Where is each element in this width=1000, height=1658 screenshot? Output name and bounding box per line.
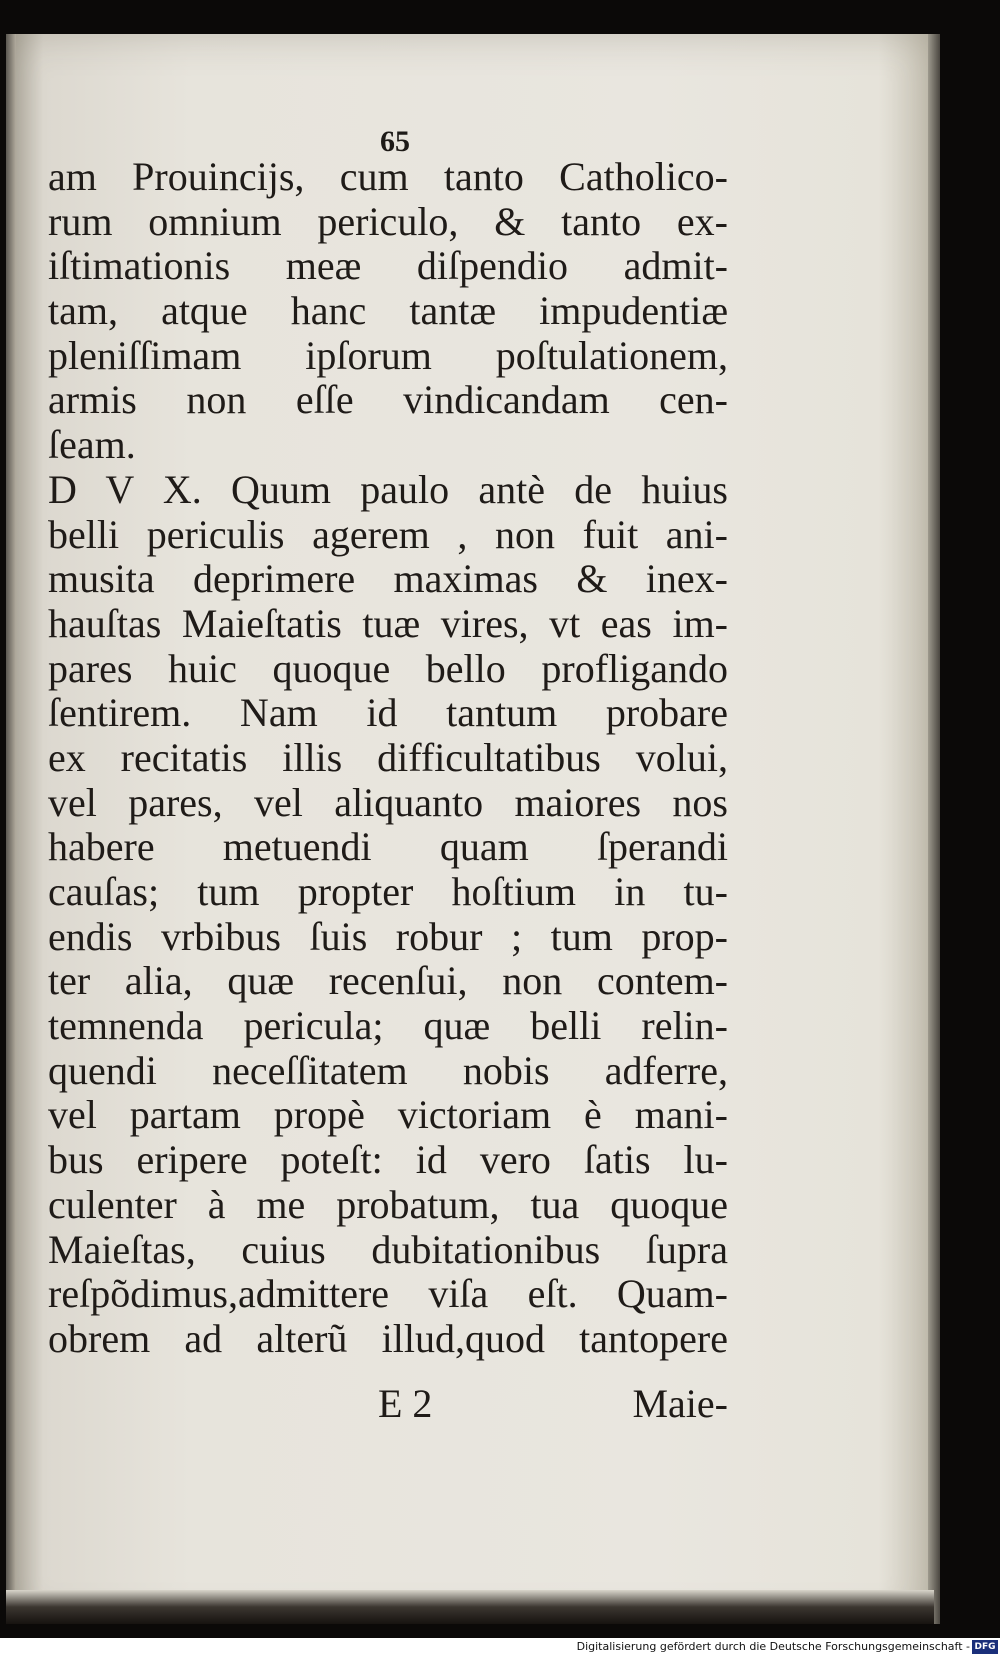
- text-line: reſpõdimus,admittere viſa eſt. Quam-: [48, 1271, 728, 1317]
- text-line: cauſas; tum propter hoſtium in tu-: [48, 869, 728, 914]
- body-text: [48, 155, 728, 1362]
- signature-mark: E 2: [378, 1381, 433, 1426]
- text-line: quendi neceſſitatem nobis adferre,: [48, 1047, 728, 1093]
- text-line: ter alia, quæ recenſui, non contem-: [48, 958, 728, 1004]
- text-line: vel pares, vel aliquanto maiores nos: [48, 779, 728, 825]
- text-line: musita deprimere maximas & inex-: [48, 556, 728, 602]
- text-line: habere metuendi quam ſperandi: [48, 824, 728, 870]
- page-right-edge: [928, 34, 940, 1624]
- text-line: pleniſſimam ipſorum poſtulationem,: [48, 332, 728, 378]
- page-bottom-edge: [6, 1590, 934, 1624]
- text-line: obrem ad alterũ illud,quod tantopere: [48, 1315, 728, 1361]
- text-line: ex recitatis illis difficultatibus volui,: [48, 734, 728, 780]
- dfg-logo: DFG: [972, 1640, 998, 1654]
- text-line: belli periculis agerem , non fuit ani-: [48, 511, 728, 557]
- catchword: Maie-: [632, 1381, 728, 1426]
- text-line: ſentirem. Nam id tantum probare: [48, 690, 728, 736]
- text-line: armis non eſſe vindicandam cen-: [48, 377, 728, 423]
- text-line: temnenda pericula; quæ belli relin-: [48, 1003, 728, 1049]
- page-left-edge: [6, 34, 16, 1624]
- catchline: [48, 1380, 728, 1424]
- text-line: am Prouincijs, cum tanto Catholico-: [48, 154, 728, 199]
- text-line: culenter à me probatum, tua quoque: [48, 1181, 728, 1227]
- footer-credit: Digitalisierung gefördert durch die Deutsche Forschungsgemeinschaft -: [576, 1640, 970, 1653]
- text-line: hauſtas Maieſtatis tuæ vires, vt eas im-: [48, 600, 728, 646]
- text-line: Maieſtas, cuius dubitationibus ſupra: [48, 1226, 728, 1272]
- text-line: rum omnium periculo, & tanto ex-: [48, 198, 728, 244]
- text-line: iſtimationis meæ diſpendio admit-: [48, 243, 728, 289]
- text-line: vel partam propè victoriam è mani-: [48, 1092, 728, 1138]
- text-line: ſeam.: [48, 422, 136, 468]
- text-line: bus eripere poteſt: id vero ſatis lu-: [48, 1137, 728, 1183]
- page-number: 65: [380, 125, 410, 158]
- text-line: endis vrbibus ſuis robur ; tum prop-: [48, 913, 728, 959]
- text-line: pares huic quoque bello profligando: [48, 645, 728, 691]
- text-line: D V X. Quum paulo antè de huius: [48, 466, 728, 512]
- text-line: tam, atque hanc tantæ impudentiæ: [48, 288, 728, 334]
